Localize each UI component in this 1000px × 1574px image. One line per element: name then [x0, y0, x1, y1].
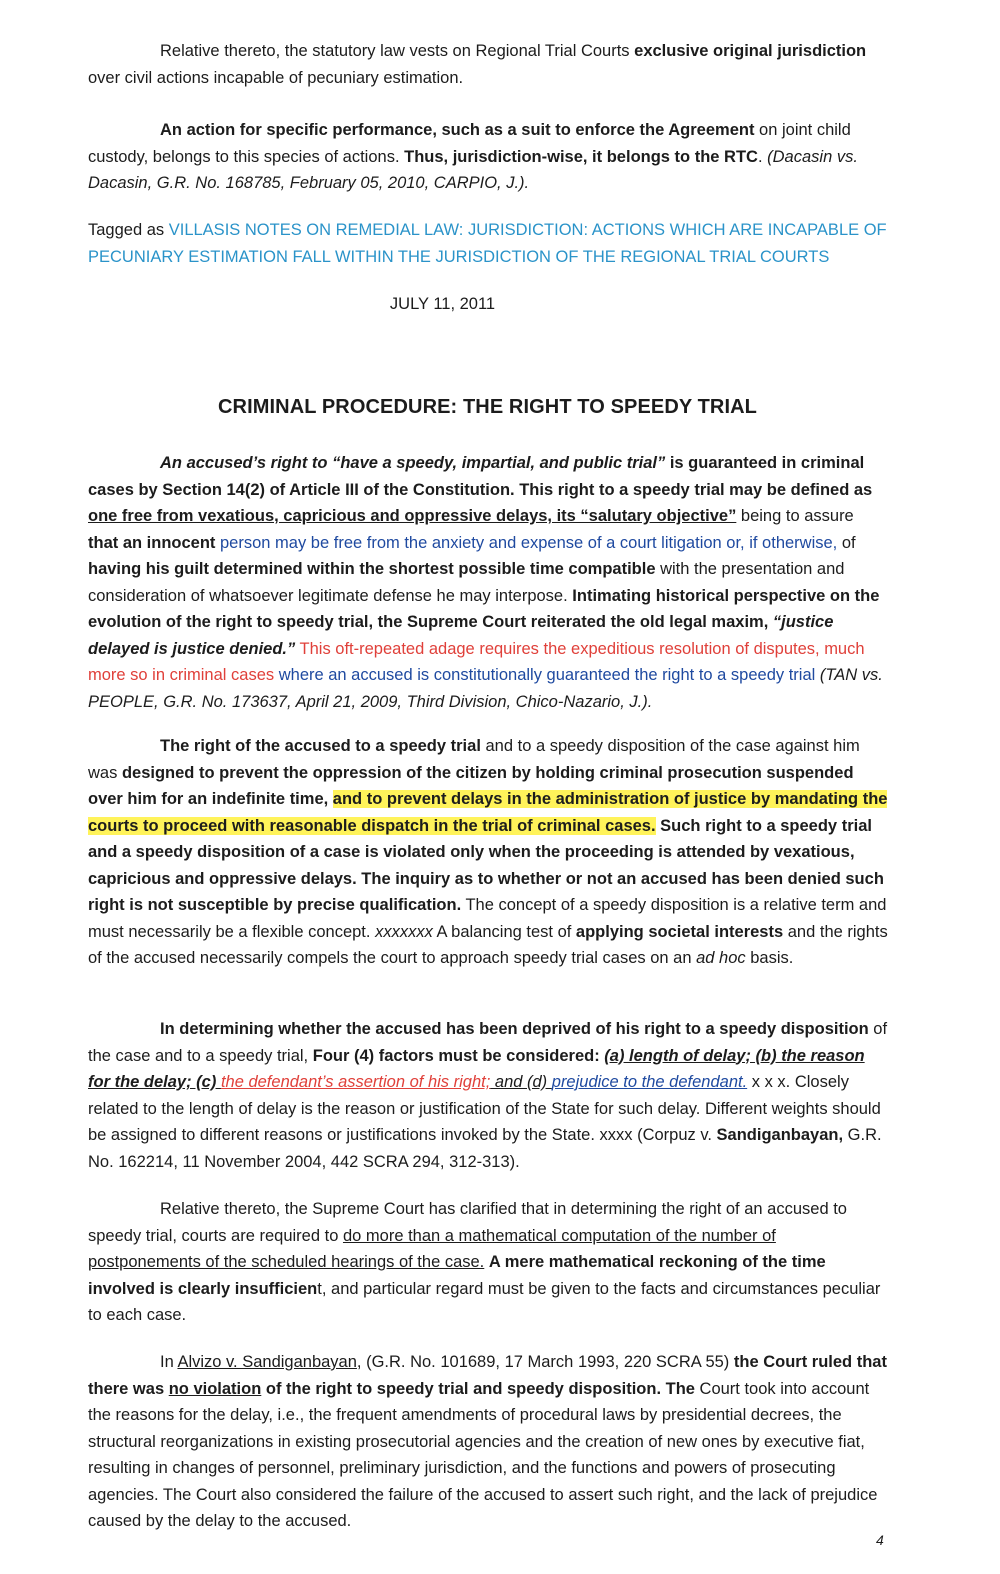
tag-link[interactable]: VILLASIS NOTES ON REMEDIAL LAW: JURISDICTION: ACTIONS WHICH ARE INCAPABLE OF PECUNIARY ESTIMATION FALL WITHIN THE JURISDICTION OF THE REGIONAL TRIAL COURTS [88, 221, 887, 266]
italic-text: ad hoc [696, 949, 746, 967]
text-span: Court took into account the reasons for the delay, i.e., the frequent amendments of procedural laws by presidential decrees, the structural reorganizations in existing prosecutorial agencies and the creation of new ones by executive fiat, resulting in changes of personnel, preliminary jurisdiction, and the functions and powers of prosecuting agencies. The Court also considered the failure of the accused to assert such right, and the lack of prejudice caused by the delay to the accused. [88, 1379, 878, 1530]
bold-text: designed to prevent the oppression of the citizen by holding criminal prosecution suspended over him for an indefinite time, [88, 763, 854, 808]
text-span: of the case and to a speedy trial, [88, 1020, 888, 1065]
text-span: on joint child custody, belongs to this species of actions. [88, 121, 851, 166]
text-span: A balancing test of [432, 922, 576, 941]
tagged-label: Tagged as [88, 221, 169, 239]
factor-red: the defendant’s assertion of his right; [220, 1073, 491, 1091]
post-date: JULY 11, 2011 [389, 295, 496, 313]
section-heading: CRIMINAL PROCEDURE: THE RIGHT TO SPEEDY TRIAL [218, 396, 757, 418]
text-span: being to assure [736, 507, 854, 525]
underlined-text: no violation [168, 1379, 262, 1398]
paragraph-purpose-of-right [88, 733, 888, 972]
bold-text: Sandiganbayan, [716, 1126, 844, 1144]
paragraph-mathematical-computation [88, 1196, 888, 1329]
page-number: 4 [876, 1532, 884, 1548]
text-span: of [837, 533, 856, 552]
case-citation: (Dacasin vs. Dacasin, G.R. No. 168785, February 05, 2010, CARPIO, J.). [88, 147, 858, 192]
text-span: Relative thereto, the statutory law vests on Regional Trial Courts [160, 42, 635, 60]
blue-text: person may be free from the anxiety and expense of a court litigation or, if otherwise, [215, 533, 838, 552]
quote-text: An accused’s right to “have a speedy, impartial, and public trial” [160, 454, 666, 472]
bold-text: Such right to a speedy trial and a speedy disposition of a case is violated only when the proceeding is attended by vexatious, capricious and oppressive delays. The inquiry as to whether or not an accused has been denied such right is not susceptible by precise qualification. [88, 816, 884, 914]
bold-text: exclusive original jurisdiction [634, 42, 867, 60]
paragraph-speedy-trial-right [88, 450, 888, 715]
bold-text: is guaranteed in criminal cases by Section 14(2) of Article III of the Constitution. This right to a speedy trial may be defined as [88, 454, 873, 499]
bold-text: A mere mathematical reckoning of the time involved is clearly insufficien [88, 1253, 826, 1298]
bold-text: the Court ruled that there was [88, 1353, 887, 1398]
text-span: t, and particular regard must be given to the facts and circumstances peculiar to each case. [88, 1279, 881, 1324]
underlined-text: one free from vexatious, capricious and oppressive delays, its “salutary objective” [88, 507, 737, 525]
text-span: G.R. No. 162214, 11 November 2004, 442 SCRA 294, 312-313). [88, 1126, 882, 1171]
blue-text: where an accused is constitutionally guaranteed the right to a speedy trial [274, 666, 816, 684]
text-span: over civil actions incapable of pecuniary estimation. [88, 68, 464, 87]
factor-list: (a) length of delay; (b) the reason for the delay; (c) [88, 1046, 865, 1091]
bold-text: Four (4) factors must be considered: [312, 1046, 605, 1065]
text-span: with the presentation and consideration of whatsoever legitimate defense he may interpose. [88, 560, 845, 605]
text-span: The concept of a speedy disposition is a relative term and must necessarily be a flexible concept. [88, 896, 887, 941]
bold-text: The right of the accused to a speedy trial [160, 737, 481, 755]
bold-text: Thus, jurisdiction-wise, it belongs to the RTC [404, 147, 758, 166]
text-span: x x x. Closely related to the length of delay is the reason or justification of the State for such delay. Different weights should be assigned to different reasons or justifications invoked by the State. xxxx (Corpuz v. [88, 1073, 881, 1144]
bold-text: applying societal interests [575, 922, 784, 941]
factor-blue: prejudice to the defendant. [551, 1073, 748, 1091]
text-span: xxxxxxx [375, 922, 433, 941]
text-span: and the rights of the accused necessarily compels the court to approach speedy trial cases on an [88, 922, 888, 967]
text-span: In [160, 1353, 178, 1371]
paragraph-specific-performance [88, 117, 888, 197]
paragraph-four-factors [88, 1016, 888, 1175]
factor-list: and (d) [490, 1073, 552, 1091]
paragraph-alvizo-case [88, 1349, 888, 1535]
bold-text: In determining whether the accused has been deprived of his right to a speedy disposition [160, 1020, 869, 1038]
text-span: Relative thereto, the Supreme Court has clarified that in determining the right of an accused to speedy trial, courts are required to [88, 1200, 847, 1245]
text-span: and to a speedy disposition of the case against him was [88, 737, 860, 782]
case-name: Alvizo v. Sandiganbayan [177, 1353, 357, 1371]
red-text: This oft-repeated adage requires the expeditious resolution of disputes, much more so in criminal cases [88, 639, 865, 684]
bold-text: An action for specific performance, such as a suit to enforce the Agreement [160, 121, 755, 139]
bold-text: that an innocent [88, 533, 216, 552]
highlighted-text: and to prevent delays in the administration of justice by mandating the courts to proceed with reasonable dispatch in the trial of criminal cases. [88, 790, 888, 835]
case-citation: (TAN vs. PEOPLE, G.R. No. 173637, April 21, 2009, Third Division, Chico-Nazario, J.). [88, 666, 883, 711]
tagged-line [88, 217, 888, 270]
text-span: , (G.R. No. 101689, 17 March 1993, 220 SCRA 55) [356, 1353, 734, 1371]
text-span: . [757, 147, 768, 166]
maxim-quote: “justice delayed is justice denied.” [88, 613, 834, 658]
bold-text: Intimating historical perspective on the evolution of the right to speedy trial, the Supreme Court reiterated the old legal maxim, [88, 586, 880, 631]
paragraph-jurisdiction-intro [88, 38, 888, 91]
underlined-text: do more than a mathematical computation of the number of postponements of the scheduled hearings of the case. [88, 1226, 776, 1271]
text-span: basis. [745, 949, 794, 967]
bold-text: of the right to speedy trial and speedy disposition. The [261, 1379, 695, 1398]
bold-text: having his guilt determined within the shortest possible time compatible [88, 560, 656, 578]
